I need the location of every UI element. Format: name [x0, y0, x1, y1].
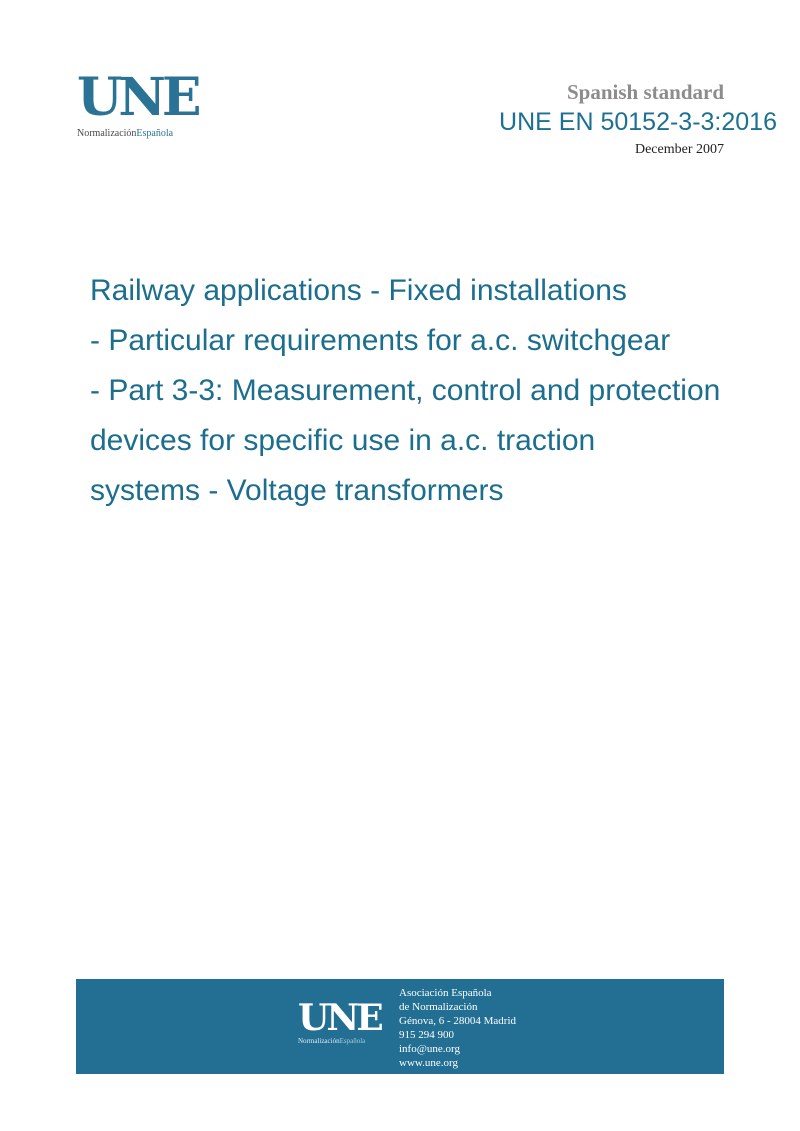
website-link[interactable]: www.une.org: [399, 1057, 458, 1069]
document-title: [90, 266, 780, 516]
address-line: Génova, 6 - 28004 Madrid: [399, 1015, 517, 1027]
standard-code: UNE EN 50152-3-3:2016: [499, 108, 777, 136]
phone-number: 915 294 900: [399, 1029, 454, 1041]
footer-address: [399, 986, 516, 1070]
une-logo-mark: UNE: [77, 67, 198, 128]
title-line: Railway applications - Fixed installations: [90, 274, 627, 307]
standard-header: [437, 78, 777, 162]
title-line: devices for specific use in a.c. traction: [90, 424, 596, 457]
title-line: - Part 3-3: Measurement, control and protection: [90, 374, 721, 407]
tagline-part-1: Normalización: [77, 128, 137, 139]
title-line: systems - Voltage transformers: [90, 474, 504, 507]
address-line: Asociación Española: [399, 987, 492, 999]
footer-logo-mark: UNE: [298, 997, 381, 1039]
title-line: - Particular requirements for a.c. switchgear: [90, 324, 671, 357]
address-line: de Normalización: [399, 1001, 478, 1013]
standard-date: December 2007: [634, 142, 724, 157]
tagline-part-2: Española: [136, 128, 174, 139]
standard-kind: Spanish standard: [567, 80, 724, 104]
footer-tagline-part-1: Normalización: [298, 1037, 340, 1045]
footer-banner: [76, 979, 724, 1074]
footer-tagline-part-2: Española: [339, 1037, 366, 1045]
footer-une-logo: [298, 997, 388, 1045]
une-logo-tagline: [77, 128, 227, 140]
une-logo: [77, 67, 227, 140]
email-link[interactable]: info@une.org: [399, 1043, 460, 1055]
